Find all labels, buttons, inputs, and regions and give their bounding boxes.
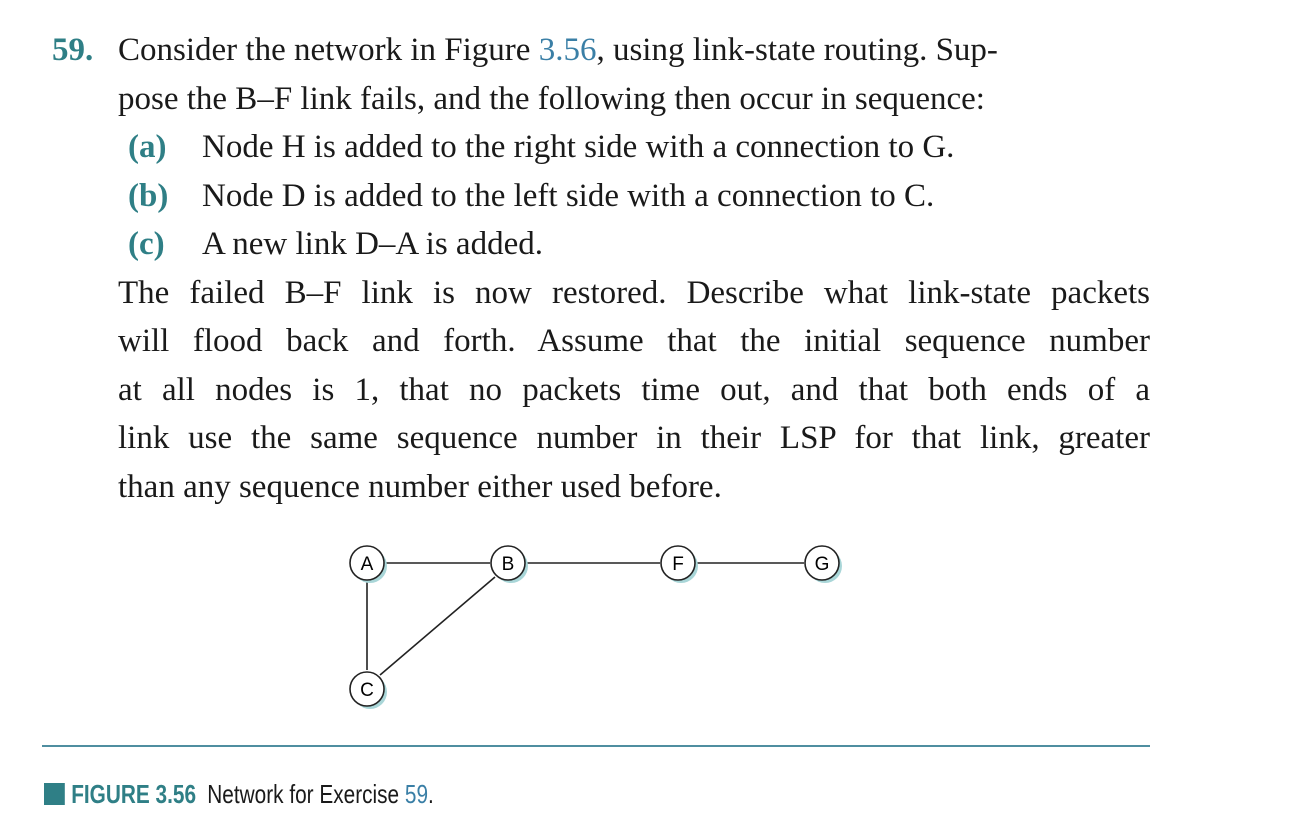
- node-c: [350, 672, 387, 709]
- sub-item-text: Node H is added to the right side with a connection to G.: [202, 129, 955, 165]
- sub-item-label: (b): [128, 177, 169, 214]
- intro-text-post: , using link-state routing. Sup-: [596, 32, 998, 68]
- caption-label: FIGURE 3.56: [71, 779, 197, 809]
- node-b: [491, 546, 528, 583]
- paragraph-line: The failed B–F link is now restored. Describe what link-state packets: [118, 274, 1150, 311]
- figure-caption: [44, 777, 434, 811]
- caption-text: Network for Exercise: [207, 779, 405, 809]
- node-label: F: [672, 554, 684, 575]
- node-g: [805, 546, 842, 583]
- node-label: C: [360, 680, 374, 701]
- node-label: A: [360, 554, 374, 575]
- caption-divider: [42, 745, 1150, 747]
- figure-reference-link[interactable]: 3.56: [538, 32, 597, 68]
- paragraph-line: than any sequence number either used before.: [118, 468, 722, 505]
- sub-item-a: [52, 123, 1162, 172]
- node-label: B: [501, 554, 515, 575]
- caption-end: .: [428, 779, 434, 809]
- node-a: [350, 546, 387, 583]
- exercise-59: [52, 26, 1162, 511]
- node-f: [661, 546, 698, 583]
- exercise-intro-line-1: [52, 26, 1162, 75]
- network-diagram: [330, 535, 870, 720]
- exercise-intro-line-2: pose the B–F link fails, and the following then occur in sequence:: [118, 80, 985, 117]
- exercise-number: 59.: [52, 32, 94, 68]
- node-label: G: [814, 554, 830, 575]
- sub-item-b: [52, 172, 1162, 221]
- sub-item-label: (a): [128, 129, 167, 165]
- caption-marker-icon: [44, 783, 65, 805]
- sub-item-text: A new link D–A is added.: [202, 226, 543, 262]
- sub-item-label: (c): [128, 226, 165, 262]
- paragraph-line: will flood back and forth. Assume that the initial sequence number: [118, 323, 1150, 359]
- edge-b-c: [380, 577, 495, 675]
- sub-item-c: [52, 220, 1162, 269]
- paragraph-line: link use the same sequence number in their LSP for that link, greater: [118, 420, 1150, 456]
- intro-text-pre: Consider the network in Figure: [118, 32, 539, 68]
- exercise-paragraph: [52, 269, 1150, 512]
- paragraph-line: at all nodes is 1, that no packets time out, and that both ends of a: [118, 371, 1150, 408]
- sub-item-text: Node D is added to the left side with a connection to C.: [202, 177, 935, 214]
- caption-exercise-link[interactable]: 59: [404, 779, 429, 809]
